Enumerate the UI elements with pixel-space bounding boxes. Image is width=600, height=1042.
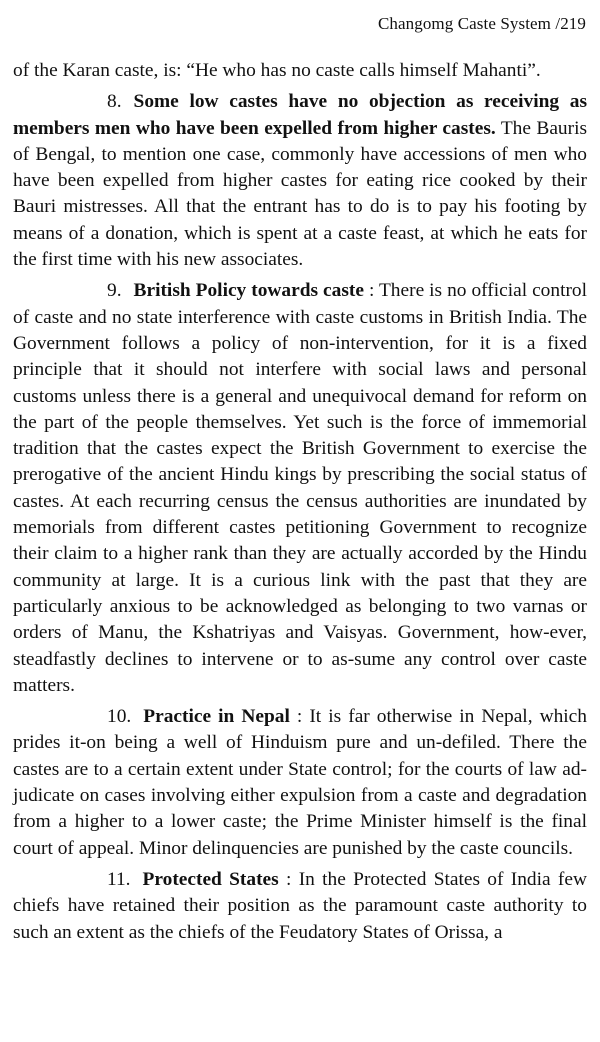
paragraph-number: 10. (107, 706, 132, 728)
running-header (378, 14, 586, 34)
paragraph-number: 9. (107, 280, 122, 302)
paragraph-heading: Protected States (142, 868, 279, 890)
paragraph-11 (13, 867, 587, 946)
page-number: 219 (560, 14, 586, 33)
paragraph-heading: Practice in Nepal (143, 706, 290, 728)
page-body (13, 58, 587, 951)
paragraph-text: of the Karan caste, is: “He who has no caste calls himself Mahanti”. (13, 60, 541, 81)
running-title: Changomg Caste System (377, 14, 551, 33)
paragraph-9 (13, 278, 587, 699)
paragraph-heading: Some low castes have no objection as receiving as members men who have been expelled from higher castes. (13, 91, 587, 139)
paragraph-number: 8. (107, 91, 122, 113)
header-separator: / (555, 14, 561, 33)
paragraph-heading: British Policy towards caste (133, 280, 364, 302)
paragraph-10 (13, 704, 587, 862)
paragraph-continuation (13, 58, 587, 84)
paragraph-text: : There is no official control of caste and no state interference with caste customs in British India. The Government follows a policy of non-intervention, for it is a fixed principle that it should not interfere with social laws and personal customs unless there is a general and unequivocal demand for reform on the part of the people themselves. Yet such is the force of immemorial tradition that the castes expect the British Government to exercise the prerogative of the ancient Hindu kings by prescribing the social status of castes. At each recurring census the census authorities are inundated by memorials from different castes petitioning Government to recognize their claim to a higher rank than they are actually accorded by the Hindu community at large. It is a curious link with the past that they are particularly anxious to be acknowledged as belonging to two varnas or orders of Manu, the Kshatriyas and Vaisyas. Government, how-ever, steadfastly declines to intervene or to as-sume any control over caste matters. (13, 280, 587, 696)
paragraph-number: 11. (107, 868, 131, 890)
paragraph-text: The Bauris of Bengal, to mention one case, commonly have accessions of men who have been expelled from higher castes for eating rice cooked by their Bauri mistresses. All that the entrant has to do is to pay his footing by means of a donation, which is spent at a caste feast, at which he eats for the first time with his new associates. (13, 117, 588, 271)
paragraph-text: : It is far otherwise in Nepal, which prides it-on being a well of Hinduism pure and un-defiled. There the castes are to a certain extent under State control; for the courts of law ad-judicate on cases involving either expulsion from a caste and degradation from a higher to a lower caste; the Prime Minister himself is the final court of appeal. Minor delinquencies are punished by the caste councils. (13, 706, 587, 859)
paragraph-text: : In the Protected States of India few chiefs have retained their position as the paramount caste authority to such an extent as the chiefs of the Feudatory States of Orissa, a (13, 868, 587, 943)
paragraph-8 (13, 89, 587, 273)
